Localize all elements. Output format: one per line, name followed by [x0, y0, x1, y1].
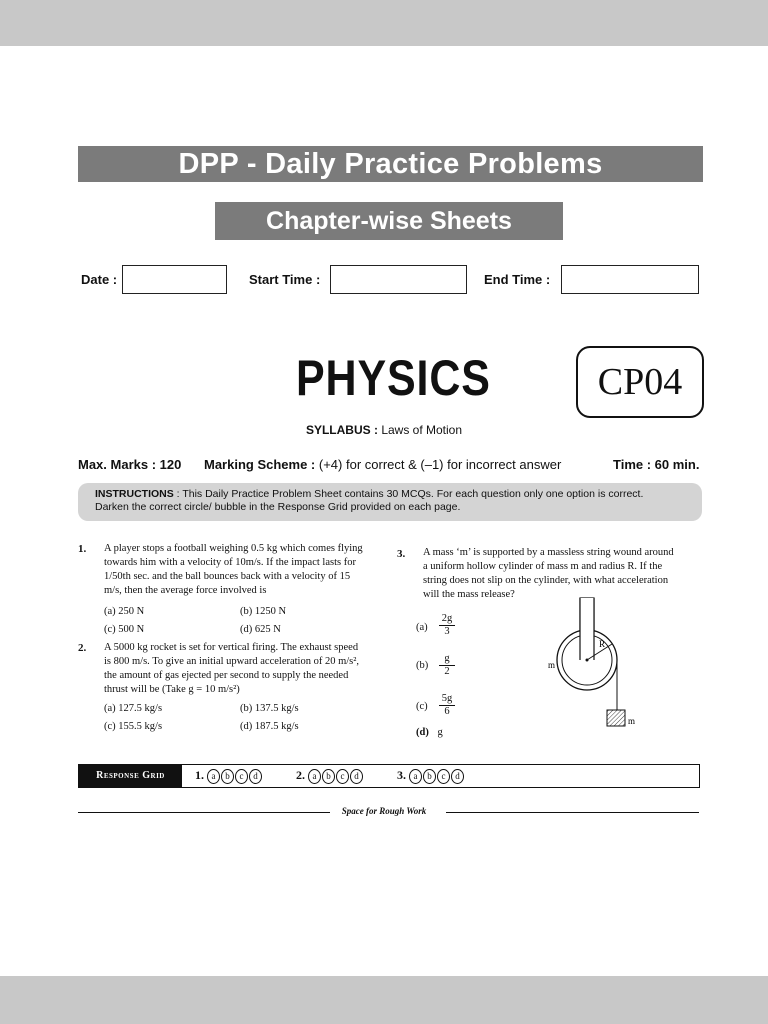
question-text [104, 641, 359, 697]
bubble-a[interactable]: a [308, 769, 321, 784]
bubble-c[interactable]: c [437, 769, 450, 784]
bubble-a[interactable]: a [207, 769, 220, 784]
response-grid [78, 764, 700, 788]
sheet-code: CP04 [576, 346, 704, 418]
question-line: 1/50th sec. and the ball bounces back with a velocity of 15 [104, 571, 351, 582]
end-time-label: End Time : [484, 272, 551, 287]
block-mass-label: m [628, 716, 636, 726]
page-sheet [0, 46, 768, 976]
option-c: (c) 500 N [104, 624, 145, 635]
date-field[interactable] [122, 265, 227, 294]
syllabus [0, 423, 768, 437]
subject-title: PHYSICS [296, 350, 491, 406]
page-title: DPP - Daily Practice Problems [78, 146, 703, 182]
instructions-line-1: : This Daily Practice Problem Sheet contains 30 MCQs. For each question only one option is correct. [176, 488, 644, 500]
date-label: Date : [81, 272, 118, 287]
question-line: A player stops a football weighing 0.5 kg which comes flying [104, 543, 363, 554]
start-time-label: Start Time : [249, 272, 321, 287]
bubble-c[interactable]: c [336, 769, 349, 784]
response-item-1: 1. a b c d [195, 767, 263, 784]
question-line: the amount of gas ejected per second to supply the needed [104, 670, 349, 681]
question-line: thrust will be (Take g = 10 m/s²) [104, 684, 240, 695]
option-b: (b) 137.5 kg/s [240, 703, 299, 714]
question-text [104, 542, 363, 598]
option-d: (d) g [416, 727, 443, 738]
bubble-b[interactable]: b [423, 769, 436, 784]
rough-work-label: Space for Rough Work [341, 806, 427, 816]
question-number: 1. [78, 543, 87, 555]
option-a-fraction: $\frac{2g}{3}$ [439, 613, 455, 638]
marking-scheme-value: (+4) for correct & (–1) for incorrect answer [318, 457, 562, 472]
bubble-d[interactable]: d [451, 769, 464, 784]
question-line: A mass ‘m’ is supported by a massless string wound around [423, 547, 674, 558]
option-b: (b) 1250 N [240, 606, 287, 617]
radius-label: R [599, 639, 606, 649]
time-limit: Time : 60 min. [613, 457, 700, 472]
page-subtitle: Chapter-wise Sheets [215, 202, 563, 240]
bubble-d[interactable]: d [350, 769, 363, 784]
response-item-2: 2. a b c d [296, 767, 364, 784]
instructions-line-2: Darken the correct circle/ bubble in the Response Grid provided on each page. [95, 501, 461, 513]
max-marks: Max. Marks : 120 [78, 457, 182, 472]
response-item-3: 3. a b c d [397, 767, 465, 784]
question-text [423, 546, 674, 602]
bubble-a[interactable]: a [409, 769, 422, 784]
instructions-box [78, 483, 702, 521]
instructions-label: INSTRUCTIONS [95, 488, 174, 500]
cylinder-mass-label: m [548, 660, 556, 670]
question-number: 2. [78, 642, 87, 654]
option-c-fraction: $\frac{5g}{6}$ [439, 693, 455, 718]
bubble-b[interactable]: b [322, 769, 335, 784]
bubble-d[interactable]: d [249, 769, 262, 784]
option-a: (a) 250 N [104, 606, 145, 617]
question-line: A 5000 kg rocket is set for vertical firing. The exhaust speed [104, 642, 359, 653]
option-d: (d) 187.5 kg/s [240, 721, 299, 732]
rough-work-divider-right [446, 812, 699, 813]
bubble-c[interactable]: c [235, 769, 248, 784]
option-c: (c) [416, 701, 428, 712]
option-d: (d) 625 N [240, 624, 281, 635]
option-b: (b) [416, 660, 429, 671]
marking-scheme [204, 457, 561, 472]
question-line: string does not slip on the cylinder, with what acceleration [423, 575, 669, 586]
question-line: is 800 m/s. To give an initial upward acceleration of 20 m/s², [104, 656, 360, 667]
start-time-field[interactable] [330, 265, 467, 294]
question-line: will the mass release? [423, 589, 515, 600]
bubble-b[interactable]: b [221, 769, 234, 784]
end-time-field[interactable] [561, 265, 699, 294]
cylinder-figure [540, 596, 640, 736]
question-line: a uniform hollow cylinder of mass m and radius R. If the [423, 561, 663, 572]
syllabus-label: SYLLABUS : [305, 423, 378, 437]
question-line: m/s, then the average force involved is [104, 585, 267, 596]
marking-scheme-label: Marking Scheme : [204, 457, 316, 472]
option-c: (c) 155.5 kg/s [104, 721, 163, 732]
option-b-fraction: $\frac{g}{2}$ [439, 653, 455, 678]
question-line: towards him with a velocity of 10m/s. If the impact lasts for [104, 557, 356, 568]
question-number: 3. [397, 548, 406, 560]
option-a: (a) 127.5 kg/s [104, 703, 163, 714]
response-grid-label: Response Grid [79, 765, 182, 787]
syllabus-value: Laws of Motion [381, 423, 463, 437]
option-a: (a) [416, 622, 428, 633]
